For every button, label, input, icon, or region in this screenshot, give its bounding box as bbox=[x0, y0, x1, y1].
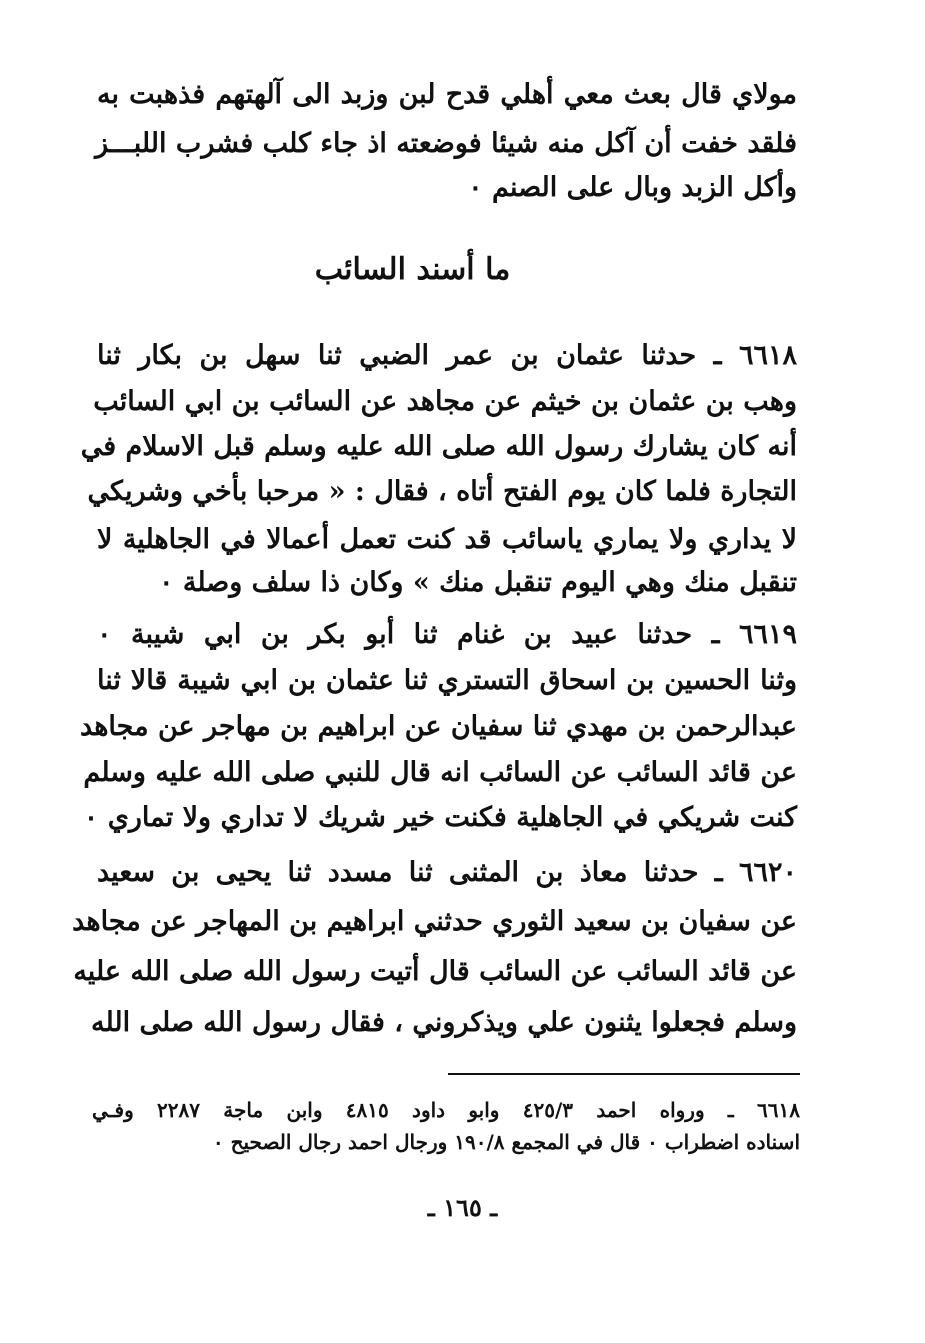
hadith-6618-line: ٦٦١٨ ـ حدثنا عثمان بن عمر الضبي ثنا سهل بن بكار ثنا bbox=[97, 340, 797, 371]
hadith-6619-line: وثنا الحسين بن اسحاق التستري ثنا عثمان بن ابي شيبة قالا ثنا bbox=[97, 665, 797, 696]
text-line: فلقد خفت أن آكل منه شيئا فوضعته اذ جاء كلب فشرب اللبـــز bbox=[95, 128, 797, 159]
hadith-6619-line: عن قائد السائب عن السائب انه قال للنبي صلى الله عليه وسلم bbox=[83, 757, 797, 788]
text-line: وأكل الزبد وبال على الصنم ٠ bbox=[468, 172, 797, 203]
text-line: مولاي قال بعث معي أهلي قدح لبن وزبد الى آلهتهم فذهبت به bbox=[97, 79, 797, 110]
hadith-6620-line: وسلم فجعلوا يثنون علي ويذكروني ، فقال رسول الله صلى الله bbox=[91, 1007, 797, 1038]
hadith-6620-line: عن سفيان بن سعيد الثوري حدثني ابراهيم بن المهاجر عن مجاهد bbox=[72, 906, 797, 937]
hadith-6618-line: أنه كان يشارك رسول الله صلى الله عليه وسلم قبل الاسلام في bbox=[80, 431, 797, 462]
hadith-6620-line: ٦٦٢٠ ـ حدثنا معاذ بن المثنى ثنا مسدد ثنا يحيى بن سعيد bbox=[97, 857, 797, 888]
hadith-6618-line: وهب بن عثمان بن خيثم عن مجاهد عن السائب بن ابي السائب bbox=[93, 386, 797, 417]
footnote-line: اسناده اضطراب ٠ قال في المجمع ١٩٠/٨ ورجال احمد رجال الصحيح ٠ bbox=[212, 1130, 800, 1154]
footnote-divider bbox=[448, 1073, 800, 1075]
hadith-6619-line: ٦٦١٩ ـ حدثنا عبيد بن غنام ثنا أبو بكر بن ابي شيبة ٠ bbox=[97, 619, 797, 650]
page-number: ـ ١٦٥ ـ bbox=[427, 1193, 498, 1222]
footnote-line: ٦٦١٨ ـ ورواه احمد ٤٢٥/٣ وابو داود ٤٨١٥ وابن ماجة ٢٢٨٧ وفـي bbox=[92, 1098, 801, 1122]
hadith-6618-line: لا يداري ولا يماري ياسائب قد كنت تعمل أعمالا في الجاهلية لا bbox=[97, 524, 797, 555]
hadith-6618-line: التجارة فلما كان يوم الفتح أتاه ، فقال : « مرحبا بأخي وشريكي bbox=[87, 476, 797, 507]
hadith-6618-line: تنقبل منك وهي اليوم تنقبل منك » وكان ذا سلف وصلة ٠ bbox=[158, 567, 797, 598]
hadith-6619-line: عبدالرحمن بن مهدي ثنا سفيان عن ابراهيم بن مهاجر عن مجاهد bbox=[80, 711, 797, 742]
hadith-6620-line: عن قائد السائب عن السائب قال أتيت رسول الله صلى الله عليه bbox=[73, 956, 797, 987]
hadith-6619-line: كنت شريكي في الجاهلية فكنت خير شريك لا تداري ولا تماري ٠ bbox=[83, 802, 797, 833]
section-heading: ما أسند السائب bbox=[314, 252, 511, 287]
